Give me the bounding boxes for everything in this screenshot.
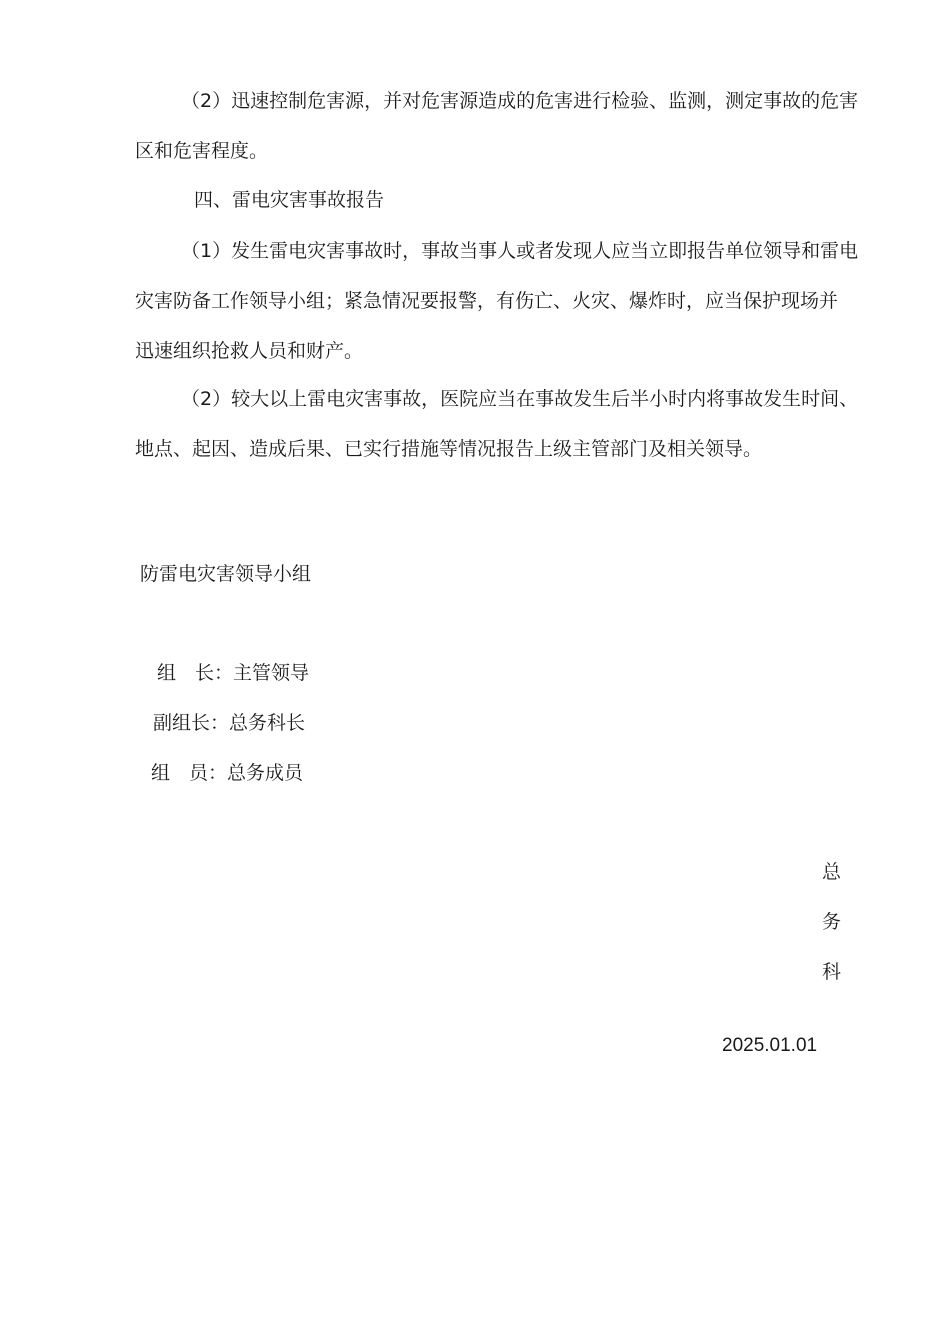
signature-char: 科 [822,961,842,983]
signature-char: 总 [822,861,842,883]
paragraph-line: （2）迅速控制危害源，并对危害源造成的危害进行检验、监测，测定事故的危害 [181,90,859,112]
paragraph-line: （1）发生雷电灾害事故时，事故当事人或者发现人应当立即报告单位领导和雷电 [181,240,859,262]
paragraph-line: 迅速组织抢救人员和财产。 [135,340,364,362]
group-members: 组 员：总务成员 [151,762,304,784]
paragraph-line: 区和危害程度。 [135,140,269,162]
signature-char: 务 [822,911,842,933]
section-heading: 四、雷电灾害事故报告 [194,189,385,211]
paragraph-line: （2）较大以上雷电灾害事故，医院应当在事故发生后半小时内将事故发生时间、 [181,388,859,410]
signature-date: 2025.01.01 [722,1035,818,1056]
paragraph-line: 地点、起因、造成后果、已实行措施等情况报告上级主管部门及相关领导。 [135,438,763,460]
group-title: 防雷电灾害领导小组 [140,563,312,585]
group-leader: 组 长：主管领导 [157,662,310,684]
group-deputy: 副组长：总务科长 [153,712,306,734]
paragraph-line: 灾害防备工作领导小组；紧急情况要报警，有伤亡、火灾、爆炸时，应当保护现场并 [135,290,839,312]
